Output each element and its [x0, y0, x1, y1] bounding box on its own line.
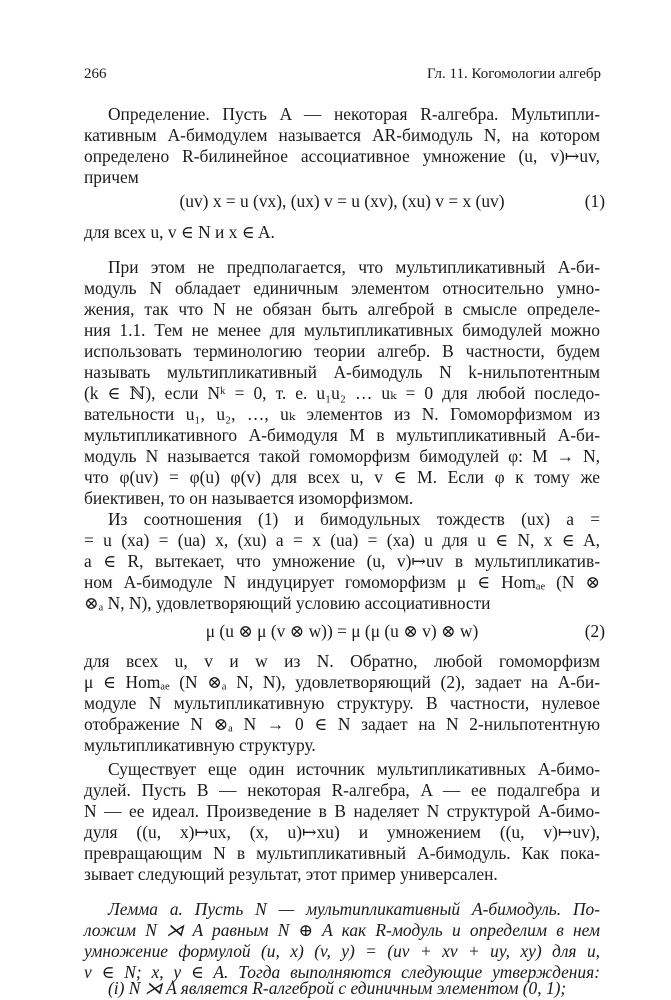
text-line: При этом не предполагается, что мультипликативный A-би-: [108, 257, 600, 277]
text-line: a ∈ R, вытекает, что умножение (u, v)↦uv в мультипликатив-: [84, 551, 600, 571]
text-line: ном A-бимодуле N индуцирует гомоморфизм μ ∈ Homₐₑ (N ⊗: [84, 572, 600, 592]
text-line: для всех u, v и w из N. Обратно, любой гомоморфизм: [84, 651, 600, 671]
lemma-line: умножение формулой (u, x) (v, y) = (uv + xv + uy, xy) для u,: [84, 941, 600, 961]
text-line: жения, так что N не обязан быть алгеброй в смысле определе-: [84, 299, 600, 319]
text-line: зывает следующий результат, этот пример универсален.: [84, 864, 498, 884]
text-line: дуля ((u, x)↦ux, (x, u)↦xu) и умножением ((u, v)↦uv),: [84, 822, 600, 842]
page-number: 266: [84, 66, 107, 82]
text-line: (k ∈ ℕ), если Nᵏ = 0, т. е. u₁u₂ … uₖ = 0 для любой последо-: [84, 383, 600, 403]
lemma-line: v ∈ N; x, y ∈ A. Тогда выполняются следующие утверждения:: [84, 962, 600, 982]
lemma-line: (i) N ⋊ A является R-алгеброй с единичным элементом (0, 1);: [108, 978, 567, 998]
text-line: модуле N мультипликативную структуру. В частности, нулевое: [84, 693, 600, 713]
text-line: мультипликативного A-бимодуля M в мультипликативный A-би-: [84, 425, 600, 445]
text-line: = u (xa) = (ua) x, (xu) a = x (ua) = (xa) u для u ∈ N, x ∈ A,: [84, 530, 600, 550]
equation-1: (uv) x = u (vx), (ux) v = u (xv), (xu) v = x (uv): [179, 191, 505, 211]
running-title: Гл. 11. Когомологии алгебр: [427, 66, 601, 82]
text-line: дулей. Пусть B — некоторая R-алгебра, A — ее подалгебра и: [84, 780, 600, 800]
text-line: Из соотношения (1) и бимодульных тождеств (ux) a =: [108, 509, 600, 529]
equation-1-number: (1): [584, 191, 605, 211]
text-line: отображение N ⊗ₐ N → 0 ∈ N задает на N 2-нильпотентную: [84, 714, 600, 734]
lemma-line: ложим N ⋊ A равным N ⊕ A как R-модуль и определим в нем: [84, 920, 600, 940]
text-line: N — ее идеал. Произведение в B наделяет N структурой A-бимо-: [84, 801, 600, 821]
definition-line: кативным A-бимодулем называется AR-бимодуль N, на котором: [84, 125, 600, 145]
definition-line: определено R-билинейное ассоциативное умножение (u, v)↦uv,: [84, 146, 600, 166]
text-line: ния 1.1. Тем не менее для мультипликативных бимодулей можно: [84, 320, 600, 340]
text-line: Существует еще один источник мультипликативных A-бимо-: [108, 759, 600, 779]
text-line: ⊗ₐ N, N), удовлетворяющий условию ассоциативности: [84, 593, 491, 613]
text-line: для всех u, v ∈ N и x ∈ A.: [84, 222, 275, 242]
equation-2: μ (u ⊗ μ (v ⊗ w)) = μ (μ (u ⊗ v) ⊗ w): [205, 621, 479, 641]
text-line: что φ(uv) = φ(u) φ(v) для всех u, v ∈ M. Если φ к тому же: [84, 467, 600, 487]
text-line: биективен, то он называется изоморфизмом.: [84, 488, 414, 508]
text-line: называть мультипликативный A-бимодуль N k-нильпотентным: [84, 362, 600, 382]
text-line: μ ∈ Homₐₑ (N ⊗ₐ N, N), удовлетворяющий (2), задает на A-би-: [84, 672, 600, 692]
definition-line: Определение. Пусть A — некоторая R-алгебра. Мультипли-: [108, 104, 600, 124]
text-line: превращающим N в мультипликативный A-бимодуль. Как пока-: [84, 843, 600, 863]
lemma-line: Лемма a. Пусть N — мультипликативный A-бимодуль. По-: [108, 899, 600, 919]
text-line: модуль N называется такой гомоморфизм бимодулей φ: M → N,: [84, 446, 600, 466]
text-line: мультипликативную структуру.: [84, 735, 316, 755]
text-line: модуль N обладает единичным элементом относительно умно-: [84, 278, 600, 298]
equation-2-number: (2): [584, 621, 605, 641]
text-line: вательности u₁, u₂, …, uₖ элементов из N. Гомоморфизмом из: [84, 404, 600, 424]
definition-line: причем: [84, 167, 139, 187]
text-line: использовать терминологию теории алгебр. В частности, будем: [84, 341, 600, 361]
